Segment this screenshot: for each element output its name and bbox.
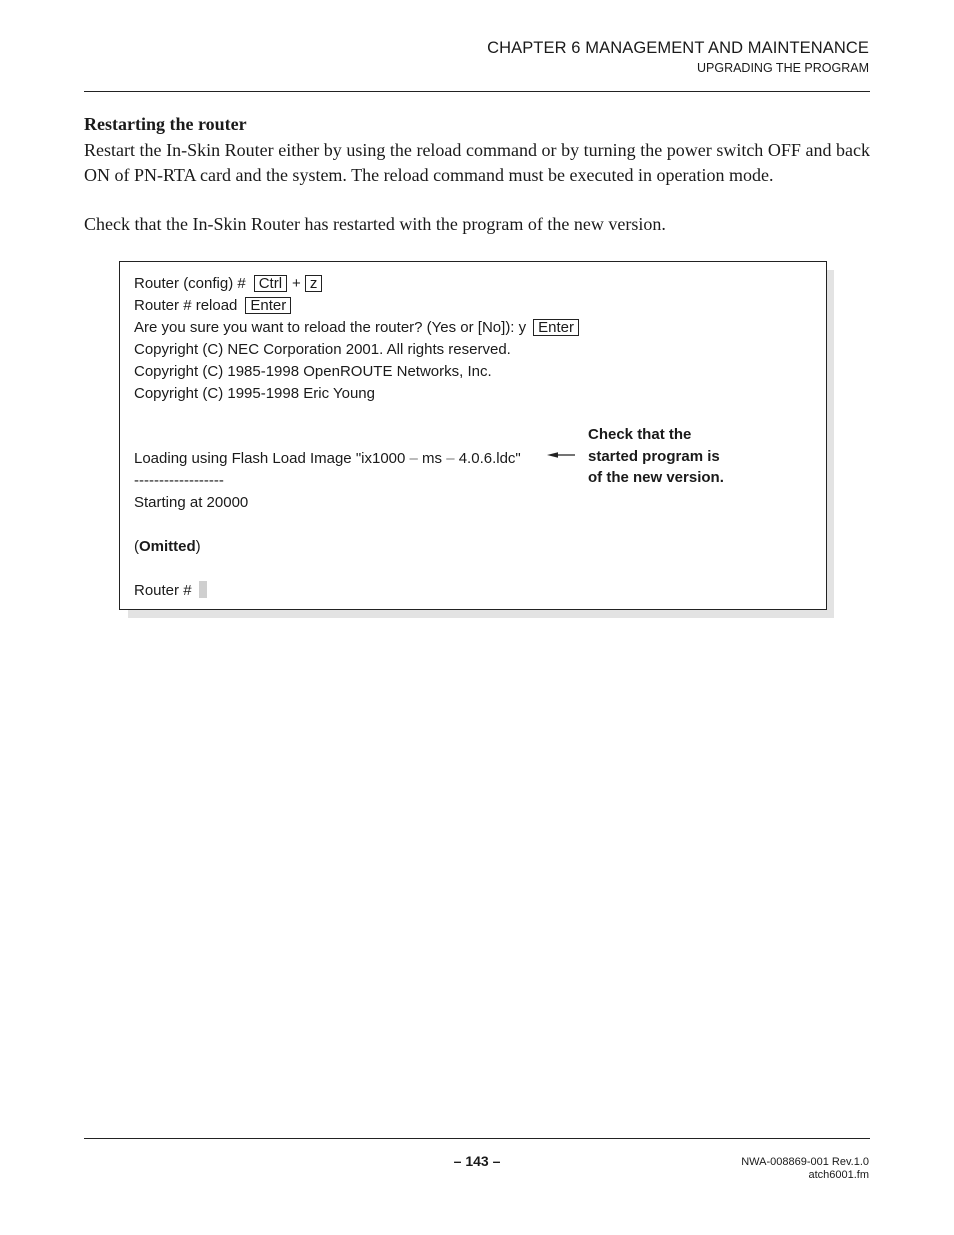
omitted-open-paren: ( bbox=[134, 538, 139, 555]
terminal-prompt-text: Router (config) # bbox=[134, 275, 246, 292]
loading-dash: – bbox=[409, 450, 418, 467]
terminal-confirm-text: Are you sure you want to reload the router? (Yes or [No]): y bbox=[134, 319, 527, 336]
terminal-line-separator: ------------------ bbox=[134, 472, 224, 489]
terminal-example-box bbox=[119, 261, 827, 610]
final-prompt-text: Router # bbox=[134, 582, 192, 599]
callout-line: started program is bbox=[588, 447, 720, 465]
chapter-title: CHAPTER 6 MANAGEMENT AND MAINTENANCE bbox=[487, 39, 869, 57]
terminal-line-starting: Starting at 20000 bbox=[134, 494, 249, 511]
section-heading: Restarting the router bbox=[84, 114, 247, 134]
terminal-line-loading bbox=[134, 450, 521, 468]
terminal-line-config bbox=[134, 275, 322, 293]
document-file: atch6001.fm bbox=[808, 1169, 869, 1181]
terminal-line-copyright-nec: Copyright (C) NEC Corporation 2001. All rights reserved. bbox=[134, 341, 511, 358]
callout-line: of the new version. bbox=[588, 469, 724, 486]
ctrl-key: Ctrl bbox=[254, 275, 287, 292]
footer-rule bbox=[84, 1138, 870, 1139]
loading-text-mid: ms bbox=[417, 450, 447, 467]
z-key: z bbox=[305, 275, 323, 292]
plus-sign: + bbox=[292, 275, 301, 292]
document-id: NWA-008869-001 Rev.1.0 bbox=[741, 1156, 869, 1168]
omitted-close-paren: ) bbox=[195, 538, 201, 555]
enter-key: Enter bbox=[245, 297, 291, 314]
body-paragraph-restart: Restart the In-Skin Router either by using the reload command or by turning the power switch OFF and back ON of PN-RTA card and the system. The reload command must be executed in operation mode. bbox=[84, 140, 870, 185]
terminal-line-omitted bbox=[134, 538, 201, 556]
page-number: – 143 – bbox=[453, 1153, 501, 1169]
body-paragraph-check: Check that the In-Skin Router has restarted with the program of the new version. bbox=[84, 214, 666, 234]
loading-text-suffix: 4.0.6.ldc" bbox=[454, 450, 521, 467]
terminal-line-reload bbox=[134, 297, 291, 315]
terminal-reload-text: Router # reload bbox=[134, 297, 238, 314]
section-title: UPGRADING THE PROGRAM bbox=[696, 61, 869, 75]
loading-text-prefix: Loading using Flash Load Image "ix1000 bbox=[134, 450, 410, 467]
omitted-label: Omitted bbox=[139, 538, 196, 555]
callout-line: Check that the bbox=[588, 426, 692, 443]
left-arrow-icon bbox=[546, 450, 576, 460]
terminal-line-confirm bbox=[134, 319, 579, 337]
enter-key: Enter bbox=[533, 319, 579, 336]
terminal-cursor bbox=[199, 581, 207, 598]
header-rule bbox=[84, 91, 870, 92]
terminal-line-copyright-openroute: Copyright (C) 1985-1998 OpenROUTE Networks, Inc. bbox=[134, 363, 492, 380]
terminal-line-copyright-young: Copyright (C) 1995-1998 Eric Young bbox=[134, 385, 375, 402]
callout-note bbox=[588, 424, 724, 489]
terminal-line-final-prompt bbox=[134, 581, 207, 600]
loading-dash: – bbox=[446, 450, 455, 467]
